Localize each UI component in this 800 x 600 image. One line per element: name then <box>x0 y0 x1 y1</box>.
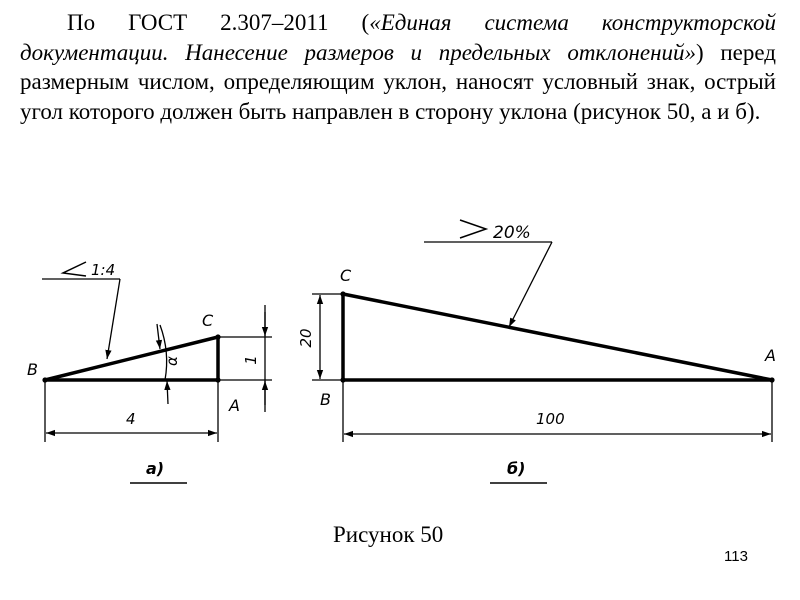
figure-50 <box>0 200 800 510</box>
fig-a-slope-sign-icon <box>63 262 86 276</box>
fig-a-dim-1: 1 <box>242 355 260 365</box>
paragraph-standard-title: «Единая система конструкторской документации. Нанесение размеров и предельных отклонений» <box>20 10 776 65</box>
paragraph-part-3: ) перед размерным числом, определяющим уклон, наносят условный знак, острый угол которого должен быть направлен в сторону уклона (рисунок 50, а и б). <box>20 39 776 124</box>
fig-b-slope-text: 20% <box>493 223 531 243</box>
paragraph-part-1: По ГОСТ 2.307–2011 ( <box>67 10 370 35</box>
fig-a-angle-alpha: α <box>163 356 181 366</box>
fig-b-label: б) <box>507 459 526 478</box>
fig-a-dim-4: 4 <box>126 410 136 428</box>
fig-a-point-c: C <box>202 311 214 330</box>
fig-a-label: а) <box>146 459 165 478</box>
page-number: 113 <box>724 548 748 565</box>
fig-b-slope-line <box>343 294 772 380</box>
fig-a-point-a: A <box>229 396 240 415</box>
figure-a <box>27 261 272 483</box>
fig-b-dim-100: 100 <box>536 410 565 428</box>
fig-b-slope-sign-icon <box>460 220 486 238</box>
fig-b-point-c: C <box>340 266 352 285</box>
fig-a-point-b: B <box>27 360 38 379</box>
fig-b-point-b: B <box>320 390 331 409</box>
fig-b-leader-arrow <box>509 242 552 327</box>
figure-caption: Рисунок 50 <box>333 522 444 547</box>
figure-b <box>297 220 776 483</box>
fig-a-slope-line <box>45 337 218 380</box>
fig-a-slope-text: 1:4 <box>91 261 116 279</box>
body-paragraph <box>20 8 776 126</box>
fig-b-point-a: A <box>765 346 776 365</box>
fig-b-dim-20: 20 <box>297 328 315 348</box>
fig-a-leader-arrow <box>107 279 120 359</box>
